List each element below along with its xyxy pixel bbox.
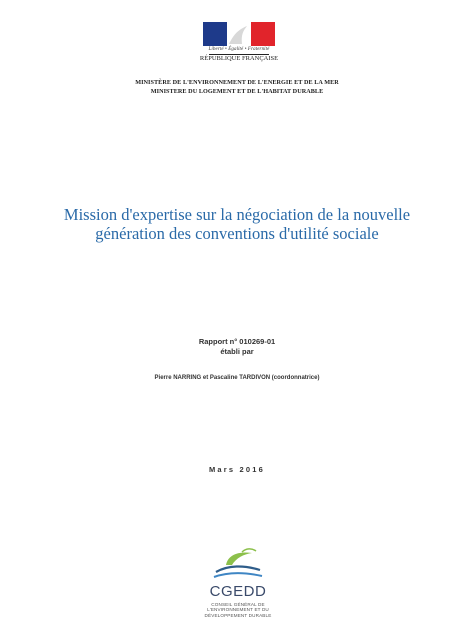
cgedd-subtitle-line: DÉVELOPPEMENT DURABLE — [204, 612, 272, 618]
report-established-by: établi par — [220, 347, 254, 356]
cgedd-subtitle-line: CONSEIL GÉNÉRAL DE — [211, 602, 265, 607]
cgedd-logo — [200, 545, 276, 627]
tricolor-flag-icon — [203, 22, 275, 46]
cgedd-subtitle-line: L'ENVIRONNEMENT ET DU — [207, 607, 269, 613]
document-title-line-1: Mission d'expertise sur la négociation de la nouvelle — [63, 205, 411, 224]
republic-motto: Liberté • Égalité • Fraternité — [208, 47, 270, 52]
cgedd-wave-logo-icon — [208, 545, 268, 581]
republique-francaise-logo — [199, 22, 279, 68]
report-date: Mars 2016 — [208, 465, 266, 474]
report-number: Rapport n° 010269-01 — [198, 337, 276, 346]
report-authors: Pierre NARRING et Pascaline TARDIVON (coordonnatrice) — [154, 375, 320, 381]
ministry-line-1: MINISTÈRE DE L'ENVIRONNEMENT DE L'ENERGIE ET DE LA MER — [135, 79, 339, 86]
cgedd-subtitle — [200, 602, 276, 618]
ministry-line-2: MINISTERE DU LOGEMENT ET DE L'HABITAT DURABLE — [150, 88, 324, 95]
document-title-line-2: génération des conventions d'utilité sociale — [95, 224, 379, 243]
republic-name: RÉPUBLIQUE FRANÇAISE — [199, 55, 279, 62]
cgedd-name: CGEDD — [209, 583, 267, 600]
